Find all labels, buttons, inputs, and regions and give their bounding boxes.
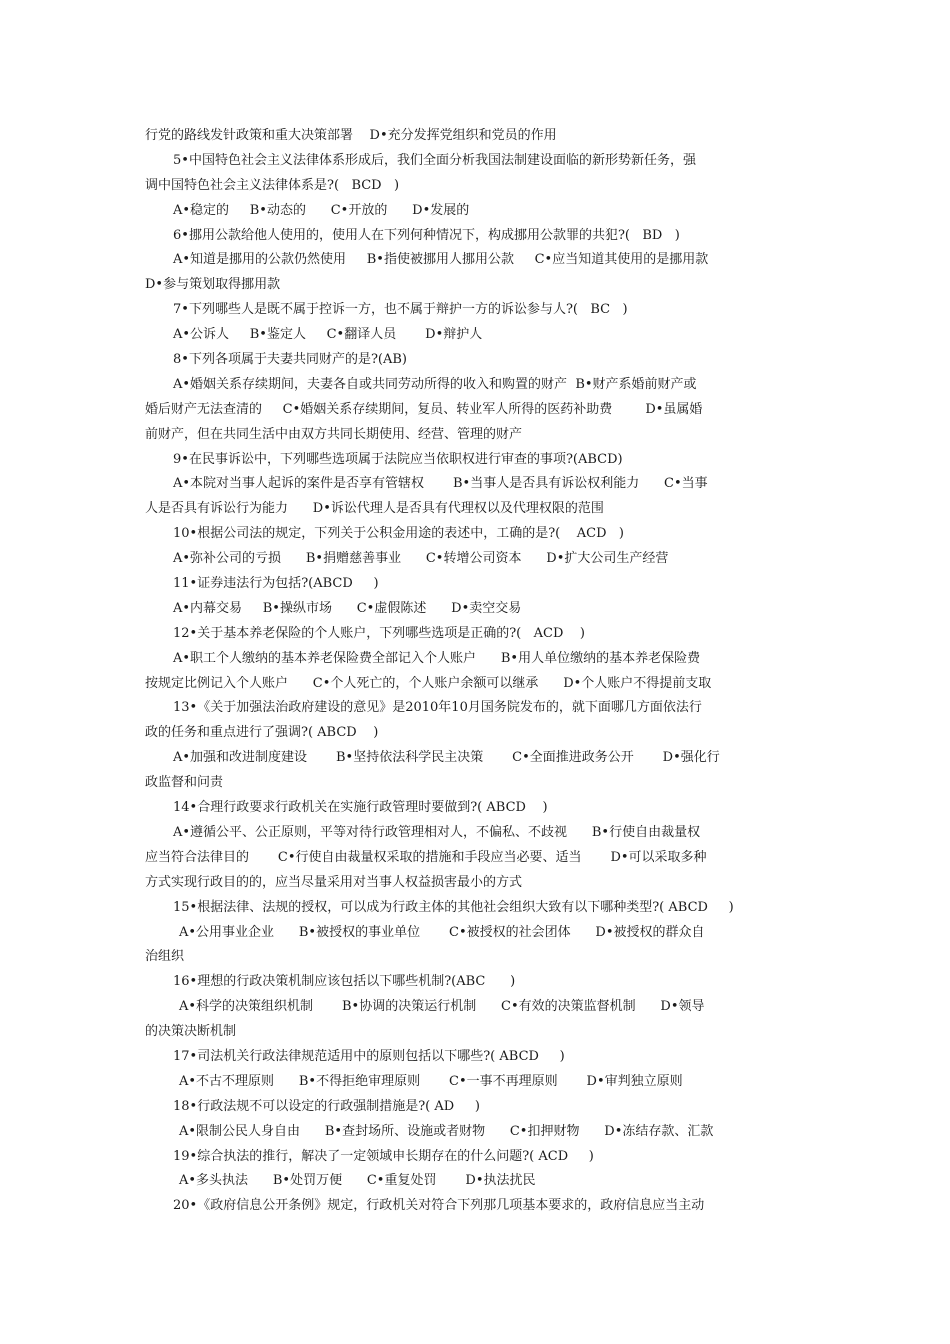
text-line: 18•行政法规不可以设定的行政强制措施是?( AD ) [173, 1098, 480, 1114]
text-line: A•多头执法 B•处罚万便 C•重复处罚 D•执法扰民 [179, 1173, 536, 1189]
text-line: 10•根据公司法的规定，下列关于公积金用途的表述中，工确的是?( ACD ) [173, 526, 625, 542]
text-line: 人是否具有诉讼行为能力 D•诉讼代理人是否具有代理权以及代理权限的范围 [145, 501, 604, 517]
text-line: A•婚姻关系存续期间，夫妻各自或共同劳动所得的收入和购置的财产 B•财产系婚前财产或 [173, 376, 697, 392]
text-line: A•公用事业企业 B•被授权的事业单位 C•被授权的社会团体 D•被授权的群众自 [179, 924, 705, 940]
text-line: 7•下列哪些人是既不属于控诉一方，也不属于辩护一方的诉讼参与人?( BC ) [173, 302, 628, 318]
text-line: 行党的路线发针政策和重大决策部署 D•充分发挥党组织和党员的作用 [145, 128, 557, 143]
text-line: D•参与策划取得挪用款 [145, 277, 281, 293]
text-line: 11•证券违法行为包括?(ABCD ) [173, 576, 379, 592]
text-line: A•公诉人 B•鉴定人 C•翻译人员 D•辩护人 [173, 327, 483, 343]
text-line: 12•关于基本养老保险的个人账户，下列哪些选项是正确的?( ACD ) [173, 625, 586, 641]
text-line: 调中国特色社会主义法律体系是?( BCD ) [145, 177, 400, 193]
text-line: 19•综合执法的推行，解决了一定领域申长期存在的什么问题?( ACD ) [173, 1148, 594, 1164]
text-line: 6•挪用公款给他人使用的，使用人在下列何种情况下，构成挪用公款罪的共犯?( BD ) [173, 227, 680, 243]
text-line: 13•《关于加强法治政府建设的意见》是2010年10月国务院发布的，就下面哪几方面依法行 [173, 700, 702, 716]
text-line: 政监督和问责 [145, 775, 224, 791]
text-line: 9•在民事诉讼中，下列哪些选项属于法院应当依职权进行审查的事项?(ABCD) [173, 451, 623, 467]
text-line: 的决策决断机制 [145, 1024, 237, 1040]
text-line: A•加强和改进制度建设 B•坚持依法科学民主决策 C•全面推进政务公开 D•强化行 [173, 750, 720, 766]
text-line: 应当符合法律目的 C•行使自由裁量权采取的措施和手段应当必要、适当 D•可以采取多种 [145, 849, 707, 865]
document-body [145, 124, 805, 1219]
text-line: 方式实现行政目的的，应当尽量采用对当事人权益损害最小的方式 [145, 874, 523, 890]
text-line: 婚后财产无法查清的 C•婚姻关系存续期间，复员、转业军人所得的医药补助费 D•虽属婚 [145, 401, 703, 417]
text-line: 治组织 [145, 949, 185, 965]
text-line: A•限制公民人身自由 B•查封场所、设施或者财物 C•扣押财物 D•冻结存款、汇款 [179, 1123, 714, 1139]
text-line: 5•中国特色社会主义法律体系形成后，我们全面分析我国法制建设面临的新形势新任务，强 [173, 152, 696, 168]
text-line: 前财产，但在共同生活中由双方共同长期使用、经营、管理的财产 [145, 426, 523, 442]
text-line: 16•理想的行政决策机制应该包括以下哪些机制?(ABC ) [173, 974, 516, 990]
text-line: 按规定比例记入个人账户 C•个人死亡的，个人账户余额可以继承 D•个人账户不得提前支取 [145, 675, 712, 691]
text-line: A•稳定的 B•动态的 C•开放的 D•发展的 [173, 202, 470, 218]
text-line: A•遵循公平、公正原则，平等对待行政管理相对人，不偏私、不歧视 B•行使自由裁量权 [173, 824, 701, 840]
text-line: 14•合理行政要求行政机关在实施行政管理时要做到?( ABCD ) [173, 800, 548, 816]
text-line: A•职工个人缴纳的基本养老保险费全部记入个人账户 B•用人单位缴纳的基本养老保险费 [173, 650, 701, 666]
text-line: 15•根据法律、法规的授权，可以成为行政主体的其他社会组织大致有以下哪种类型?( ABCD ) [173, 899, 734, 915]
text-line: A•弥补公司的亏损 B•捐赠慈善事业 C•转增公司资本 D•扩大公司生产经营 [173, 551, 669, 567]
text-line: A•科学的决策组织机制 B•协调的决策运行机制 C•有效的决策监督机制 D•领导 [179, 999, 705, 1015]
text-line: A•内幕交易 B•操纵市场 C•虚假陈述 D•卖空交易 [173, 600, 522, 616]
text-line: 8•下列各项属于夫妻共同财产的是?(AB) [173, 352, 407, 368]
text-line: A•本院对当事人起诉的案件是否享有管辖权 B•当事人是否具有诉讼权利能力 C•当事 [173, 476, 708, 492]
text-line: 20•《政府信息公开条例》规定，行政机关对符合下列那几项基本要求的，政府信息应当主动 [173, 1198, 705, 1214]
text-line: 政的任务和重点进行了强调?( ABCD ) [145, 725, 379, 741]
text-line: A•不古不理原则 B•不得拒绝审理原则 C•一事不再理原则 D•审判独立原则 [179, 1073, 683, 1089]
text-line: A•知道是挪用的公款仍然使用 B•指使被挪用人挪用公款 C•应当知道其使用的是挪用款 [173, 252, 709, 268]
text-line: 17•司法机关行政法律规范适用中的原则包括以下哪些?( ABCD ) [173, 1048, 565, 1064]
